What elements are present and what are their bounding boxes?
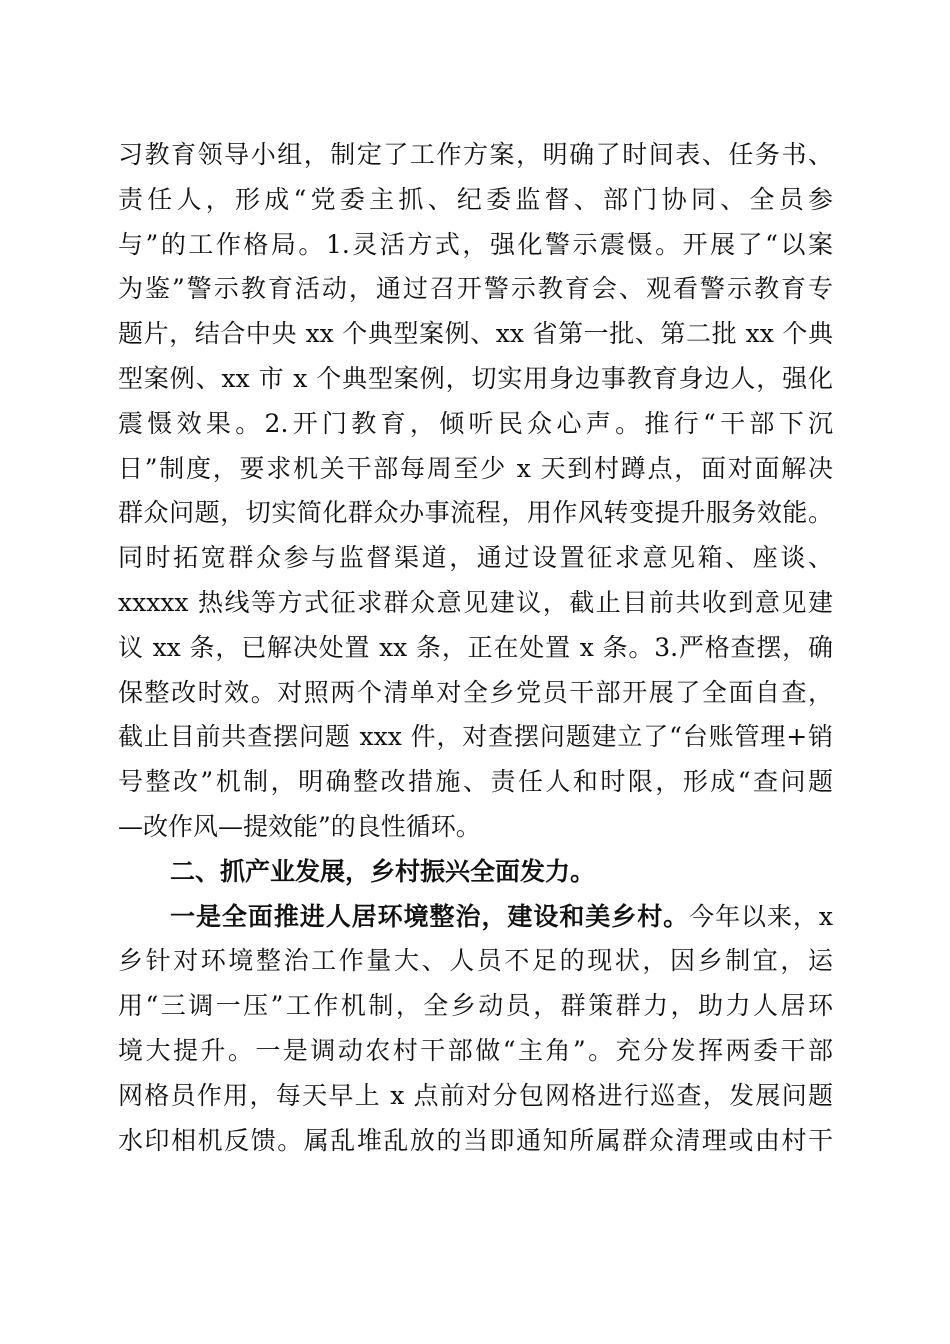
lead-sentence-rest: 今年以来，x (689, 901, 833, 931)
paragraph-line: 为鉴”警示教育活动，通过召开警示教育会、观看警示教育专 (118, 274, 833, 304)
paragraph-line: 震慑效果。2.开门教育，倾听民众心声。推行“干部下沉 (118, 408, 833, 438)
paragraph-1 (118, 133, 833, 850)
paragraph-line: 题片，结合中央 xx 个典型案例、xx 省第一批、第二批 xx 个典 (118, 319, 833, 349)
paragraph-lead-line (118, 895, 833, 940)
paragraph-2 (118, 895, 833, 1164)
paragraph-line: 同时拓宽群众参与监督渠道，通过设置征求意见箱、座谈、 (118, 543, 833, 573)
paragraph-line: 议 xx 条，已解决处置 xx 条，正在处置 x 条。3.严格查摆，确 (118, 632, 833, 662)
paragraph-line: 保整改时效。对照两个清单对全乡党员干部开展了全面自查， (118, 677, 833, 707)
section-heading: 二、抓产业发展，乡村振兴全面发力。 (170, 856, 596, 886)
paragraph-line: 境大提升。一是调动农村干部做“主角”。充分发挥两委干部 (118, 1035, 833, 1065)
paragraph-line: 水印相机反馈。属乱堆乱放的当即通知所属群众清理或由村干 (118, 1125, 833, 1155)
paragraph-line: —改作风—提效能”的良性循环。 (118, 811, 481, 841)
paragraph-line: 用“三调一压”工作机制，全乡动员，群策群力，助力人居环 (118, 991, 833, 1021)
paragraph-line: 群众问题，切实简化群众办事流程，用作风转变提升服务效能。 (118, 498, 833, 528)
paragraph-line: 号整改”机制，明确整改措施、责任人和时限，形成“查问题 (118, 767, 833, 797)
paragraph-line: 网格员作用，每天早上 x 点前对分包网格进行巡查，发展问题 (118, 1080, 833, 1110)
body-text (118, 133, 833, 1163)
paragraph-line: 乡针对环境整治工作量大、人员不足的现状，因乡制宜，运 (118, 946, 833, 976)
paragraph-line: 与”的工作格局。1.灵活方式，强化警示震慑。开展了“以案 (118, 229, 833, 259)
paragraph-line: 日”制度，要求机关干部每周至少 x 天到村蹲点，面对面解决 (118, 453, 833, 483)
paragraph-line: 习教育领导小组，制定了工作方案，明确了时间表、任务书、 (118, 140, 833, 169)
paragraph-line: 截止目前共查摆问题 xxx 件，对查摆问题建立了“台账管理+销 (118, 722, 833, 752)
paragraph-line: 型案例、xx 市 x 个典型案例，切实用身边事教育身边人，强化 (118, 363, 833, 393)
paragraph-line: 责任人，形成“党委主抓、纪委监督、部门协同、全员参 (118, 184, 833, 214)
lead-sentence-bold: 一是全面推进人居环境整治，建设和美乡村。 (170, 901, 690, 931)
paragraph-line: xxxxx 热线等方式征求群众意见建议，截止目前共收到意见建 (118, 587, 833, 617)
